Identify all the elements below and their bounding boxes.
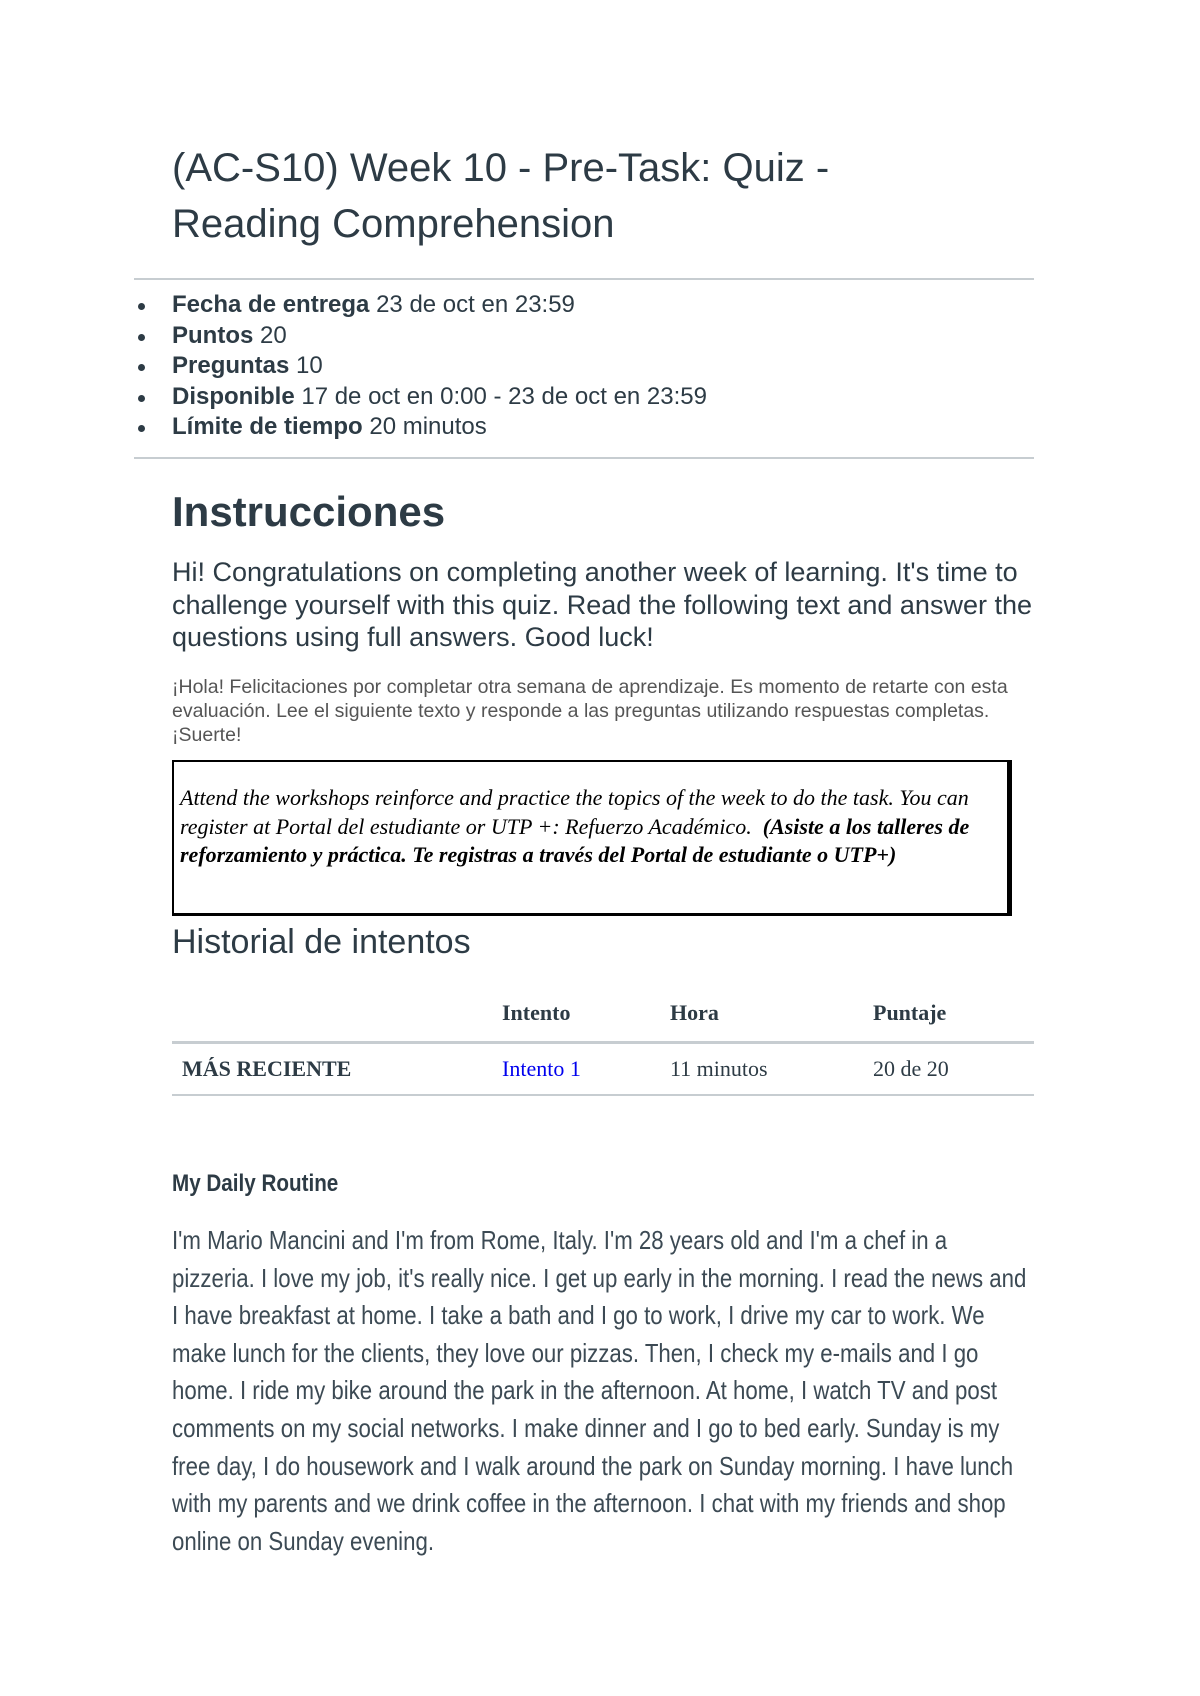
column-header: Hora (660, 985, 863, 1043)
detail-label: Fecha de entrega (172, 291, 370, 318)
table-header-row (172, 985, 1034, 1043)
detail-value: 17 de oct en 0:00 - 23 de oct en 23:59 (294, 382, 707, 410)
detail-value: 20 (253, 321, 287, 349)
detail-available (172, 382, 707, 413)
divider-bottom (134, 457, 1034, 459)
quiz-title-line2: Reading Comprehension (172, 202, 615, 246)
detail-points (172, 321, 707, 352)
detail-label: Límite de tiempo (172, 413, 363, 440)
attempt-link[interactable]: Intento 1 (502, 1056, 581, 1081)
workshop-notice-box (172, 760, 1012, 916)
quiz-title-line1: (AC-S10) Week 10 - Pre-Task: Quiz - (172, 146, 830, 190)
column-header: Intento (492, 985, 660, 1043)
instructions-intro-spanish: ¡Hola! Felicitaciones por completar otra semana de aprendizaje. Es momento de retarte con esta evaluación. Lee el siguiente texto y responde a las preguntas utilizando respuestas completas. ¡Suerte! (172, 676, 1008, 746)
detail-due-date (172, 290, 707, 321)
divider-top (134, 278, 1034, 280)
detail-label: Disponible (172, 382, 295, 410)
detail-questions (172, 351, 707, 382)
detail-value: 20 minutos (362, 413, 487, 440)
attempt-history-table (172, 985, 1034, 1096)
score-cell: 20 de 20 (863, 1043, 1034, 1096)
most-recent-label: MÁS RECIENTE (172, 1043, 492, 1096)
notice-text: Attend the workshops reinforce and practice the topics of the week to do the task. You can register at Portal del estudiante or UTP +: Refuerzo Académico. (180, 785, 969, 839)
time-cell: 11 minutos (660, 1043, 863, 1096)
detail-time-limit (172, 412, 707, 443)
attempt-history-heading: Historial de intentos (172, 923, 471, 961)
detail-label: Puntos (172, 321, 254, 349)
instructions-heading: Instrucciones (172, 488, 446, 535)
quiz-title (172, 140, 1032, 252)
detail-value: 23 de oct en 23:59 (369, 291, 575, 318)
attempt-cell (492, 1043, 660, 1096)
table-row (172, 1043, 1034, 1096)
instructions-intro-english: Hi! Congratulations on completing another week of learning. It's time to challenge yourself with this quiz. Read the following text and answer the questions using full answers. Good luck! (172, 557, 1032, 652)
notice-bold-text: (Asiste a los talleres de reforzamiento y práctica. Te registras a través del Portal de estudiante o UTP+) (180, 813, 970, 867)
quiz-header (172, 140, 1032, 252)
column-header: Puntaje (863, 985, 1034, 1043)
reading-title: My Daily Routine (172, 1170, 339, 1197)
detail-value: 10 (289, 352, 323, 379)
detail-label: Preguntas (172, 352, 290, 379)
reading-passage: I'm Mario Mancini and I'm from Rome, Italy. I'm 28 years old and I'm a chef in a pizzeria. I love my job, it's really nice. I get up early in the morning. I read the news and I have breakfast at home. I take a bath and I go to work, I drive my car to work. We make lunch for the clients, they love our pizzas. Then, I check my e-mails and I go home. I ride my bike around the park in the afternoon. At home, I watch TV and post comments on my social networks. I make dinner and I go to bed early. Sunday is my free day, I do housework and I walk around the park on Sunday morning. I have lunch with my parents and we drink coffee in the afternoon. I chat with my friends and shop online on Sunday evening. (172, 1225, 1027, 1556)
column-header (172, 985, 492, 1043)
quiz-details-list (172, 290, 707, 443)
